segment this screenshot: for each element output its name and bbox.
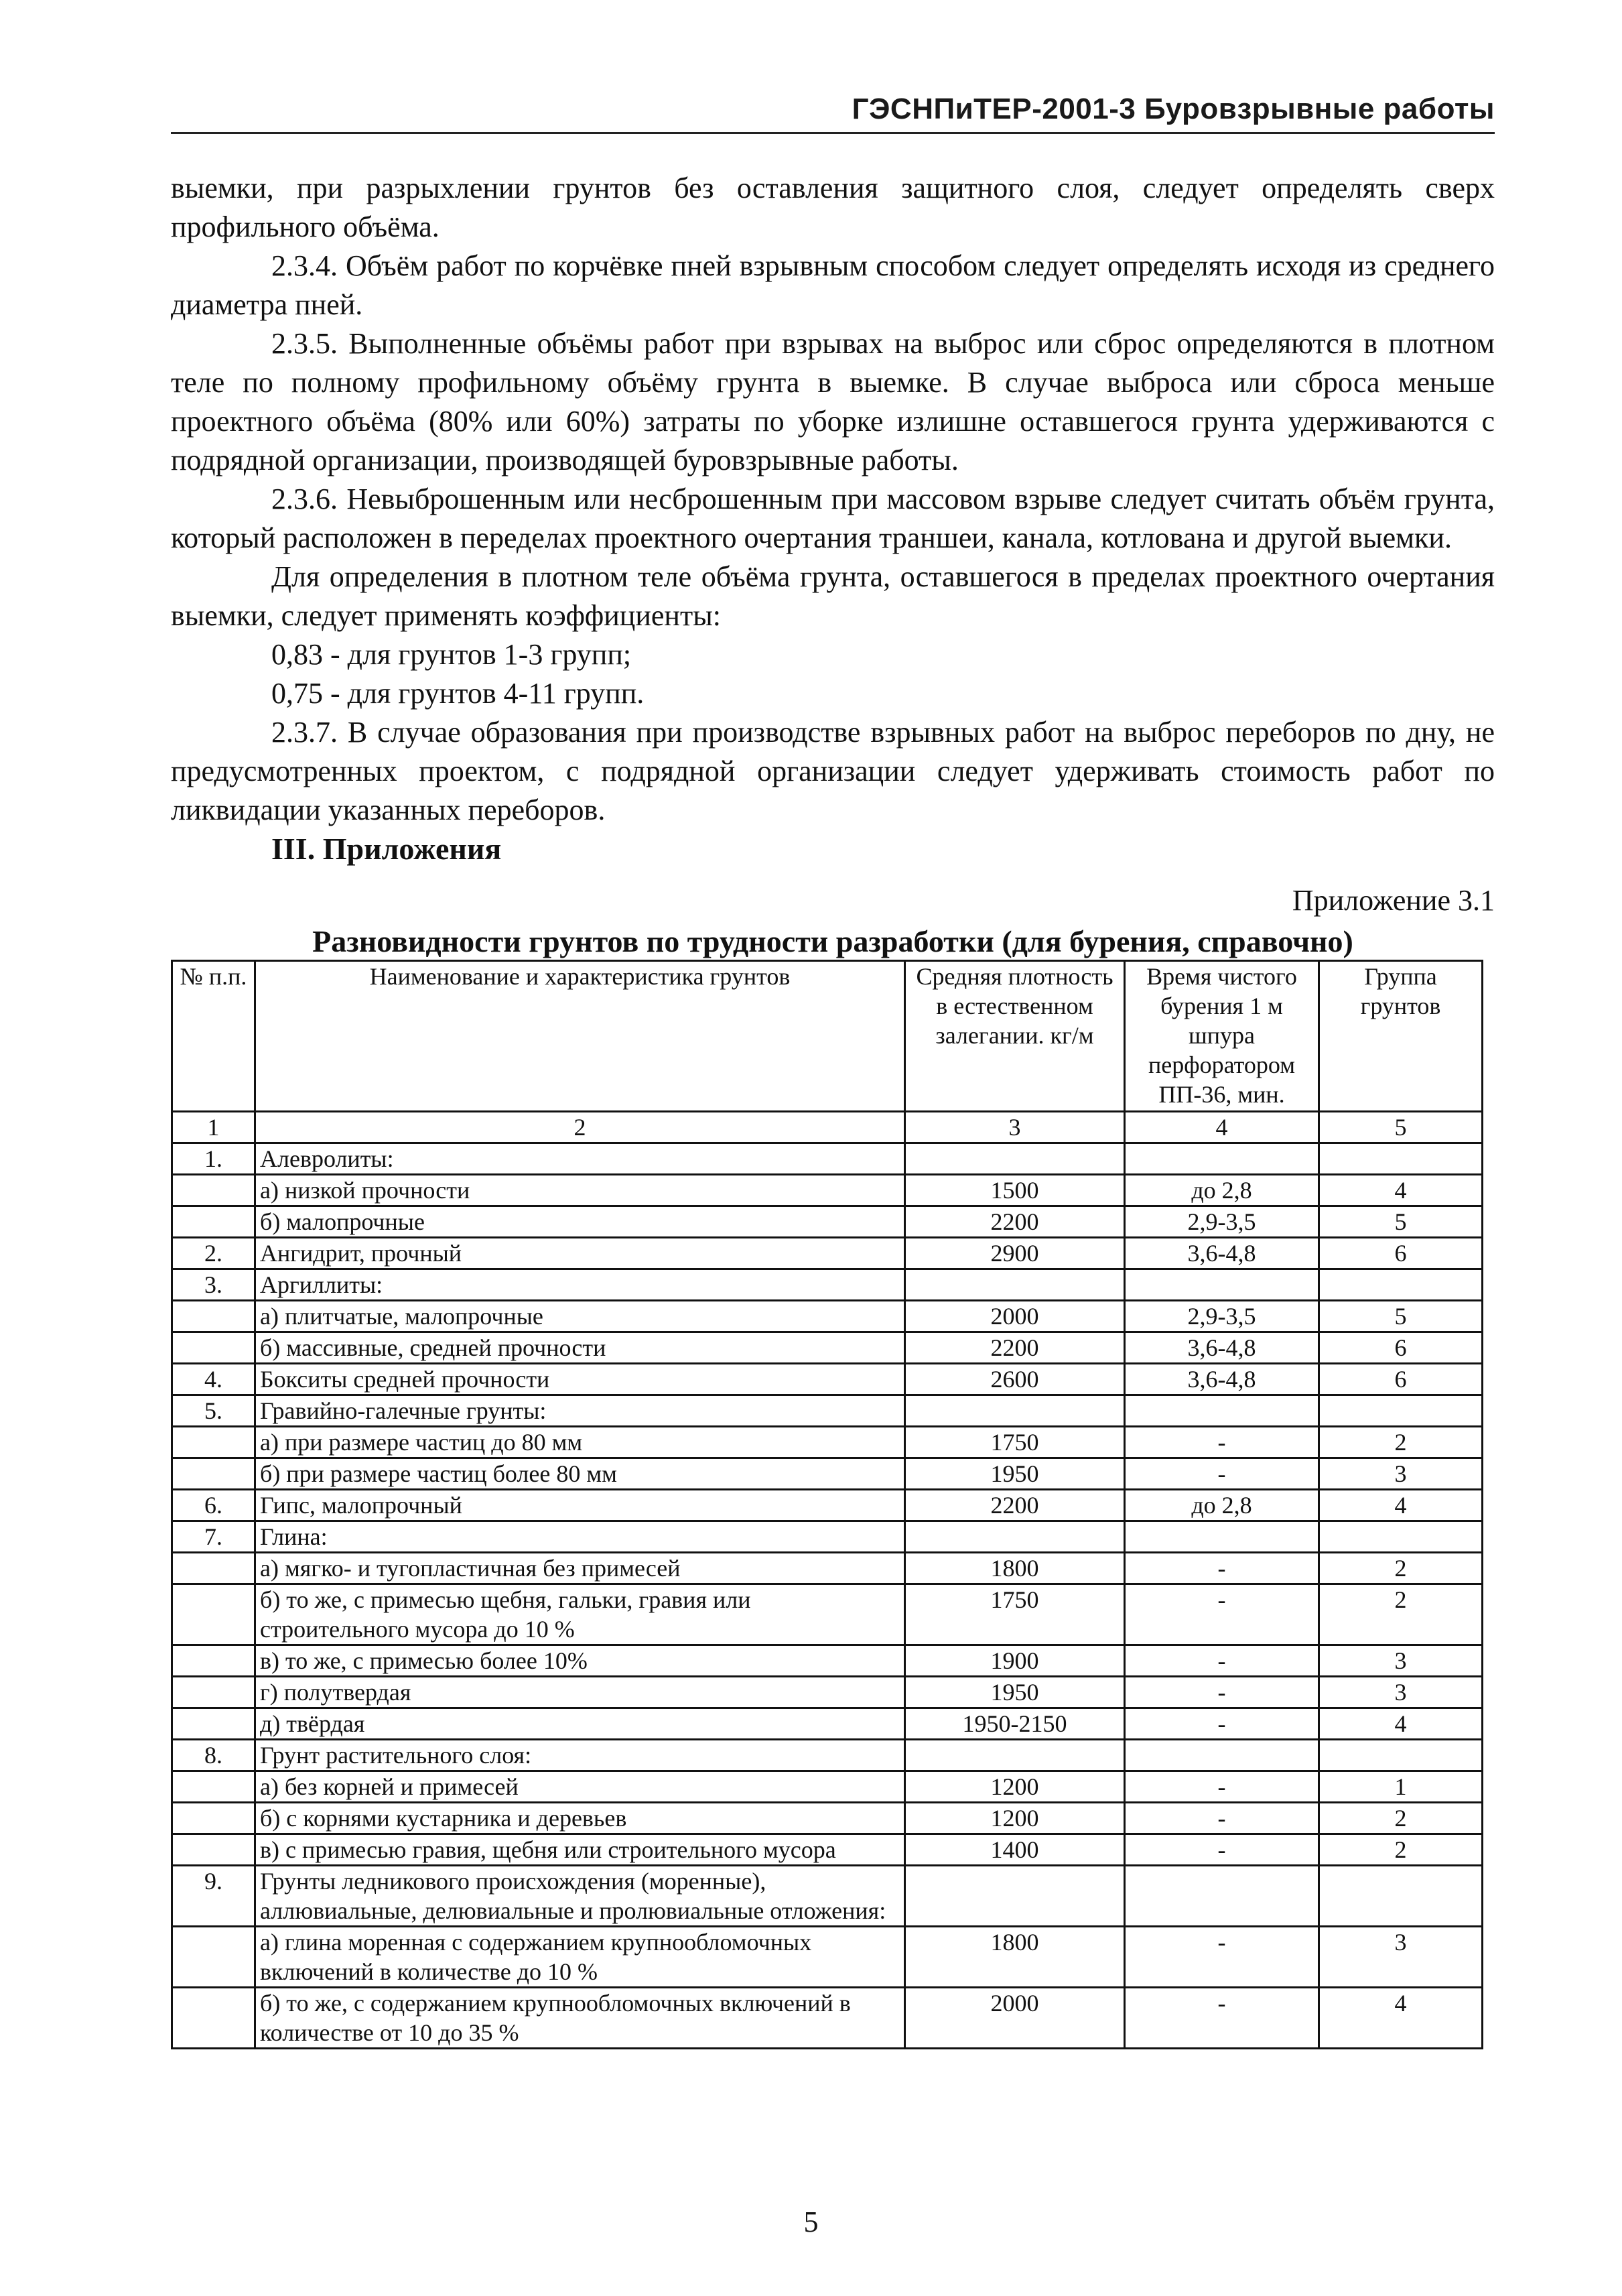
cell-group <box>1319 1521 1483 1553</box>
cell-group <box>1319 1866 1483 1927</box>
cell-density <box>905 1143 1125 1175</box>
cell-num <box>172 1803 255 1834</box>
table-row <box>172 1553 1483 1584</box>
cell-group: 3 <box>1319 1677 1483 1708</box>
cell-num <box>172 1175 255 1206</box>
cell-density: 1400 <box>905 1834 1125 1866</box>
running-header: ГЭСНПиТЕР-2001-3 Буровзрывные работы <box>852 92 1495 125</box>
cell-group <box>1319 1395 1483 1427</box>
cell-group: 6 <box>1319 1364 1483 1395</box>
cell-name: Гипс, малопрочный <box>255 1490 905 1521</box>
cell-group: 6 <box>1319 1238 1483 1269</box>
cell-name: в) то же, с примесью более 10% <box>255 1645 905 1677</box>
cell-group <box>1319 1143 1483 1175</box>
cell-group: 3 <box>1319 1927 1483 1988</box>
cell-density: 2600 <box>905 1364 1125 1395</box>
cell-num <box>172 1988 255 2049</box>
cell-density: 1950 <box>905 1458 1125 1490</box>
cell-time: 2,9-3,5 <box>1125 1301 1319 1332</box>
cell-num: 5. <box>172 1395 255 1427</box>
cell-time: 3,6-4,8 <box>1125 1238 1319 1269</box>
header-time: Время чистого бурения 1 м шпура перфоратором ПП-36, мин. <box>1125 961 1319 1112</box>
cell-time <box>1125 1143 1319 1175</box>
cell-name: а) при размере частиц до 80 мм <box>255 1427 905 1458</box>
cell-density: 1800 <box>905 1553 1125 1584</box>
cell-num <box>172 1771 255 1803</box>
table-row <box>172 1866 1483 1927</box>
body-text <box>171 169 1495 869</box>
cell-name: а) без корней и примесей <box>255 1771 905 1803</box>
table-row <box>172 1927 1483 1988</box>
table-row <box>172 1143 1483 1175</box>
cell-group: 4 <box>1319 1490 1483 1521</box>
cell-group: 4 <box>1319 1175 1483 1206</box>
cell-time: - <box>1125 1427 1319 1458</box>
table-column-numbers-row <box>172 1112 1483 1143</box>
cell-num <box>172 1927 255 1988</box>
cell-time: - <box>1125 1771 1319 1803</box>
cell-name: б) массивные, средней прочности <box>255 1332 905 1364</box>
table-title: Разновидности грунтов по трудности разработки (для бурения, справочно) <box>312 924 1353 958</box>
table-header-row <box>172 961 1483 1112</box>
cell-time: - <box>1125 1553 1319 1584</box>
cell-time: 3,6-4,8 <box>1125 1364 1319 1395</box>
coefficient-2: 0,75 - для грунтов 4-11 групп. <box>271 677 645 710</box>
paragraph-2-3-4: 2.3.4. Объём работ по корчёвке пней взрывным способом следует определять исходя из среднего диаметра пней. <box>171 249 1495 321</box>
table-row <box>172 1490 1483 1521</box>
cell-name: д) твёрдая <box>255 1708 905 1740</box>
cell-time: - <box>1125 1708 1319 1740</box>
cell-group: 1 <box>1319 1771 1483 1803</box>
cell-name: б) с корнями кустарника и деревьев <box>255 1803 905 1834</box>
paragraph-coefficients: Для определения в плотном теле объёма грунта, оставшегося в пределах проектного очертания выемки, следует применять коэффициенты: <box>171 560 1495 632</box>
cell-time <box>1125 1395 1319 1427</box>
table-row <box>172 1988 1483 2049</box>
cell-density: 2200 <box>905 1206 1125 1238</box>
paragraph-1: выемки, при разрыхлении грунтов без оставления защитного слоя, следует определять сверх профильного объёма. <box>171 172 1495 243</box>
cell-time: до 2,8 <box>1125 1490 1319 1521</box>
cell-name: а) глина моренная с содержанием крупнообломочных включений в количестве до 10 % <box>255 1927 905 1988</box>
cell-time <box>1125 1740 1319 1771</box>
cell-time: 3,6-4,8 <box>1125 1332 1319 1364</box>
cell-name: б) при размере частиц более 80 мм <box>255 1458 905 1490</box>
cell-time: - <box>1125 1834 1319 1866</box>
cell-num: 1. <box>172 1143 255 1175</box>
cell-group: 3 <box>1319 1458 1483 1490</box>
table-row <box>172 1834 1483 1866</box>
cell-density: 1750 <box>905 1427 1125 1458</box>
cell-num: 3. <box>172 1269 255 1301</box>
cell-group: 2 <box>1319 1427 1483 1458</box>
cell-time: - <box>1125 1458 1319 1490</box>
cell-num <box>172 1553 255 1584</box>
table-row <box>172 1395 1483 1427</box>
cell-density: 2200 <box>905 1490 1125 1521</box>
paragraph-2-3-5: 2.3.5. Выполненные объёмы работ при взрывах на выброс или сброс определяются в плотном теле по полному профильному объёму грунта в выемке. В случае выброса или сброса меньше проектного объёма (80% или 60%) затраты по уборке излишне оставшегося грунта удерживаются с подрядной организации, производящей буровзрывные работы. <box>171 327 1495 476</box>
table-row <box>172 1740 1483 1771</box>
cell-name: б) малопрочные <box>255 1206 905 1238</box>
table-row <box>172 1238 1483 1269</box>
header-density: Средняя плотность в естественном залегании. кг/м <box>905 961 1125 1112</box>
header-name: Наименование и характеристика грунтов <box>255 961 905 1112</box>
cell-num <box>172 1301 255 1332</box>
cell-time <box>1125 1521 1319 1553</box>
table-row <box>172 1803 1483 1834</box>
cell-density: 1750 <box>905 1584 1125 1645</box>
colnum: 5 <box>1319 1112 1483 1143</box>
cell-group: 4 <box>1319 1708 1483 1740</box>
cell-num <box>172 1458 255 1490</box>
cell-group: 6 <box>1319 1332 1483 1364</box>
cell-group: 3 <box>1319 1645 1483 1677</box>
cell-group: 5 <box>1319 1301 1483 1332</box>
cell-name: б) то же, с примесью щебня, гальки, гравия или строительного мусора до 10 % <box>255 1584 905 1645</box>
section-title: III. Приложения <box>271 832 502 866</box>
cell-density <box>905 1740 1125 1771</box>
table-row <box>172 1584 1483 1645</box>
cell-name: а) низкой прочности <box>255 1175 905 1206</box>
cell-group: 2 <box>1319 1803 1483 1834</box>
table-row <box>172 1677 1483 1708</box>
table-row <box>172 1645 1483 1677</box>
cell-time <box>1125 1866 1319 1927</box>
cell-time: - <box>1125 1988 1319 2049</box>
cell-group: 2 <box>1319 1834 1483 1866</box>
cell-num <box>172 1332 255 1364</box>
cell-num <box>172 1206 255 1238</box>
colnum: 1 <box>172 1112 255 1143</box>
cell-density <box>905 1866 1125 1927</box>
page-number: 5 <box>803 2206 819 2238</box>
cell-num <box>172 1677 255 1708</box>
cell-name: а) мягко- и тугопластичная без примесей <box>255 1553 905 1584</box>
cell-density: 1800 <box>905 1927 1125 1988</box>
cell-density <box>905 1521 1125 1553</box>
header-rule <box>171 132 1495 134</box>
cell-density: 1200 <box>905 1771 1125 1803</box>
appendix-label: Приложение 3.1 <box>1292 884 1495 917</box>
cell-num: 6. <box>172 1490 255 1521</box>
cell-group: 5 <box>1319 1206 1483 1238</box>
cell-time: - <box>1125 1645 1319 1677</box>
cell-density: 1900 <box>905 1645 1125 1677</box>
cell-time: до 2,8 <box>1125 1175 1319 1206</box>
cell-group <box>1319 1269 1483 1301</box>
cell-density: 1950 <box>905 1677 1125 1708</box>
paragraph-2-3-6: 2.3.6. Невыброшенным или несброшенным при массовом взрыве следует считать объём грунта, который расположен в переделах проектного очертания траншеи, канала, котлована и другой выемки. <box>171 483 1495 554</box>
cell-num <box>172 1834 255 1866</box>
cell-num <box>172 1645 255 1677</box>
header-num: № п.п. <box>172 961 255 1112</box>
cell-density: 1200 <box>905 1803 1125 1834</box>
cell-density: 2200 <box>905 1332 1125 1364</box>
table-row <box>172 1458 1483 1490</box>
coefficient-1: 0,83 - для грунтов 1-3 групп; <box>271 638 632 671</box>
cell-num: 8. <box>172 1740 255 1771</box>
cell-density <box>905 1395 1125 1427</box>
cell-name: Алевролиты: <box>255 1143 905 1175</box>
cell-name: Глина: <box>255 1521 905 1553</box>
cell-time: - <box>1125 1927 1319 1988</box>
table-row <box>172 1427 1483 1458</box>
cell-num: 7. <box>172 1521 255 1553</box>
cell-group <box>1319 1740 1483 1771</box>
cell-density: 2000 <box>905 1301 1125 1332</box>
table-row <box>172 1301 1483 1332</box>
cell-name: Грунт растительного слоя: <box>255 1740 905 1771</box>
table-row <box>172 1269 1483 1301</box>
table-row <box>172 1708 1483 1740</box>
table-row <box>172 1521 1483 1553</box>
cell-group: 4 <box>1319 1988 1483 2049</box>
cell-num <box>172 1427 255 1458</box>
cell-name: г) полутвердая <box>255 1677 905 1708</box>
cell-name: Бокситы средней прочности <box>255 1364 905 1395</box>
cell-name: а) плитчатые, малопрочные <box>255 1301 905 1332</box>
cell-time: - <box>1125 1584 1319 1645</box>
cell-time: - <box>1125 1803 1319 1834</box>
cell-density: 1500 <box>905 1175 1125 1206</box>
paragraph-2-3-7: 2.3.7. В случае образования при производстве взрывных работ на выброс переборов по дну, не предусмотренных проектом, с подрядной организации следует удерживать стоимость работ по ликвидации указанных переборов. <box>171 716 1495 826</box>
table-row <box>172 1332 1483 1364</box>
header-group: Группа грунтов <box>1319 961 1483 1112</box>
cell-name: б) то же, с содержанием крупнообломочных включений в количестве от 10 до 35 % <box>255 1988 905 2049</box>
cell-num <box>172 1584 255 1645</box>
cell-name: Грунты ледникового происхождения (моренные), аллювиальные, делювиальные и пролювиальные отложения: <box>255 1866 905 1927</box>
cell-name: Аргиллиты: <box>255 1269 905 1301</box>
cell-group: 2 <box>1319 1584 1483 1645</box>
cell-num: 9. <box>172 1866 255 1927</box>
cell-name: в) с примесью гравия, щебня или строительного мусора <box>255 1834 905 1866</box>
cell-density: 2000 <box>905 1988 1125 2049</box>
cell-name: Ангидрит, прочный <box>255 1238 905 1269</box>
cell-density <box>905 1269 1125 1301</box>
colnum: 2 <box>255 1112 905 1143</box>
cell-num: 2. <box>172 1238 255 1269</box>
cell-group: 2 <box>1319 1553 1483 1584</box>
cell-num: 4. <box>172 1364 255 1395</box>
colnum: 4 <box>1125 1112 1319 1143</box>
table-row <box>172 1206 1483 1238</box>
cell-time: 2,9-3,5 <box>1125 1206 1319 1238</box>
cell-time: - <box>1125 1677 1319 1708</box>
cell-num <box>172 1708 255 1740</box>
table-row <box>172 1771 1483 1803</box>
cell-name: Гравийно-галечные грунты: <box>255 1395 905 1427</box>
soil-table <box>171 960 1483 2049</box>
table-row <box>172 1175 1483 1206</box>
colnum: 3 <box>905 1112 1125 1143</box>
table-row <box>172 1364 1483 1395</box>
cell-density: 2900 <box>905 1238 1125 1269</box>
cell-density: 1950-2150 <box>905 1708 1125 1740</box>
cell-time <box>1125 1269 1319 1301</box>
